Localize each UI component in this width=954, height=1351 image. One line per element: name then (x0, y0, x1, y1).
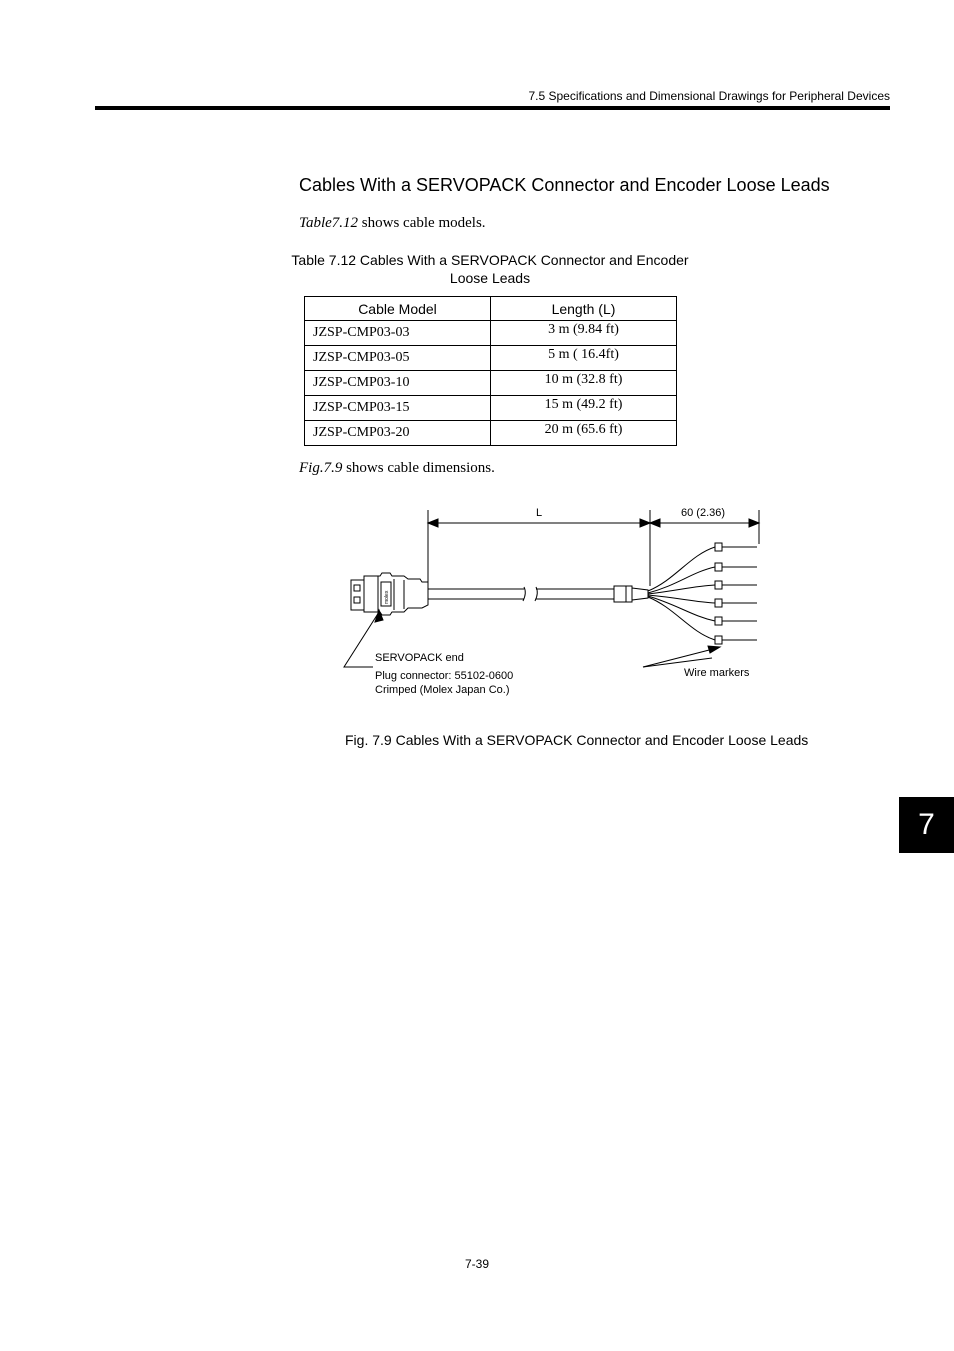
table-caption-line2: Loose Leads (449, 270, 531, 286)
table-intro-paragraph (299, 215, 486, 232)
dimension-l (428, 510, 650, 586)
page-number: 7-39 (464, 1257, 490, 1271)
loose-leads (648, 543, 757, 644)
length-cell: 10 m (32.8 ft) (491, 371, 677, 396)
table-reference[interactable]: Table7.12 (299, 215, 359, 231)
wire-marker (715, 543, 722, 551)
figure-intro-text: shows cable dimensions. (342, 460, 495, 476)
table-header-row (305, 297, 677, 321)
wire-marker (715, 599, 722, 607)
wire-marker (715, 563, 722, 571)
cable-model-cell: JZSP-CMP03-20 (305, 421, 491, 446)
cable-dimension-drawing (330, 500, 780, 705)
table-caption-line1: Table 7.12 Cables With a SERVOPACK Connector and Encoder (291, 252, 689, 268)
servopack-connector (351, 573, 428, 615)
label-crimped: Crimped (Molex Japan Co.) (375, 684, 510, 696)
table-caption (278, 251, 702, 287)
cable-model-cell: JZSP-CMP03-10 (305, 371, 491, 396)
cable-body (428, 586, 648, 602)
table-row (305, 371, 677, 396)
label-plug-connector: Plug connector: 55102-0600 (375, 670, 514, 682)
connector-brand: molex (384, 590, 390, 604)
running-header: 7.5 Specifications and Dimensional Drawings for Peripheral Devices (528, 89, 890, 103)
wire-marker (715, 581, 722, 589)
wire-marker (715, 636, 722, 644)
length-cell: 20 m (65.6 ft) (491, 421, 677, 446)
table-row (305, 346, 677, 371)
label-wire-markers: Wire markers (684, 667, 750, 679)
table-intro-text: shows cable models. (358, 215, 486, 231)
figure-caption: Fig. 7.9 Cables With a SERVOPACK Connector and Encoder Loose Leads (345, 732, 809, 748)
label-servopack-end: SERVOPACK end (375, 652, 464, 664)
length-cell: 15 m (49.2 ft) (491, 396, 677, 421)
section-title: Cables With a SERVOPACK Connector and Encoder Loose Leads (299, 175, 830, 195)
header-rule (95, 106, 890, 110)
cable-model-cell: JZSP-CMP03-03 (305, 321, 491, 346)
figure-reference[interactable]: Fig.7.9 (299, 460, 343, 476)
length-cell: 5 m ( 16.4ft) (491, 346, 677, 371)
column-header-cable-model: Cable Model (305, 297, 491, 321)
figure-intro-paragraph (299, 460, 495, 477)
table-row (305, 321, 677, 346)
cable-model-table (304, 296, 677, 446)
table-row (305, 421, 677, 446)
column-header-length: Length (L) (491, 297, 677, 321)
cable-model-cell: JZSP-CMP03-15 (305, 396, 491, 421)
dimension-label-leads: 60 (2.36) (681, 507, 726, 519)
cable-model-cell: JZSP-CMP03-05 (305, 346, 491, 371)
chapter-tab[interactable]: 7 (899, 797, 954, 853)
table-row (305, 396, 677, 421)
wire-marker (715, 617, 722, 625)
dimension-label-l: L (536, 507, 543, 519)
length-cell: 3 m (9.84 ft) (491, 321, 677, 346)
